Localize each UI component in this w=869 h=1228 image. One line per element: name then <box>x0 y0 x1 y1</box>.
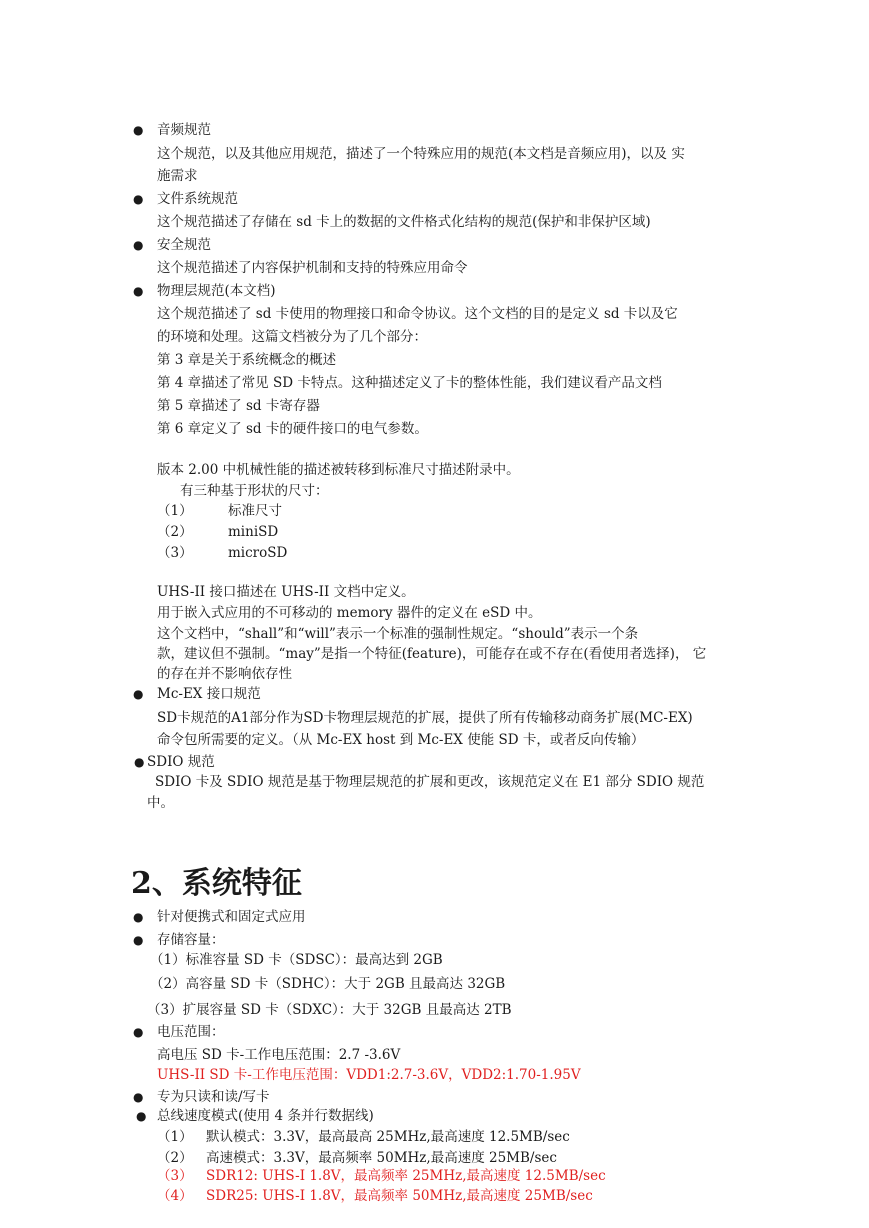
chapter-6: 第 6 章定义了 sd 卡的硬件接口的电气参数。 <box>157 421 428 437</box>
shapes-intro: 有三种基于形状的尺寸： <box>180 483 329 499</box>
shape-2-num: （2） <box>157 524 193 540</box>
voltage-high: 高电压 SD 卡-工作电压范围：2.7 -3.6V <box>157 1047 401 1063</box>
mcex-spec-desc-cont: 命令包所需要的定义。（从 Mc-EX host 到 Mc-EX 使能 SD 卡，或者反向传输） <box>157 732 645 748</box>
chapter-3: 第 3 章是关于系统概念的概述 <box>157 352 337 368</box>
esd-note: 用于嵌入式应用的不可移动的 memory 器件的定义在 eSD 中。 <box>157 605 542 621</box>
version-note: 版本 2.00 中机械性能的描述被转移到标准尺寸描述附录中。 <box>157 462 520 478</box>
bullet-icon: ● <box>133 192 144 206</box>
security-spec-desc: 这个规范描述了内容保护机制和支持的特殊应用命令 <box>157 260 468 276</box>
bullet-icon: ● <box>136 1109 147 1123</box>
physical-spec-title: 物理层规范(本文档) <box>157 283 276 299</box>
doc-convention-3: 的存在并不影响依存性 <box>157 666 292 682</box>
shape-1-num: （1） <box>157 503 193 519</box>
security-spec-title: 安全规范 <box>157 237 211 253</box>
bullet-icon: ● <box>133 1090 144 1104</box>
mcex-spec-title: Mc-EX 接口规范 <box>157 686 261 702</box>
section-heading: 2、系统特征 <box>131 866 302 901</box>
bullet-icon: ● <box>133 123 144 137</box>
mcex-spec-desc: SD卡规范的A1部分作为SD卡物理层规范的扩展，提供了所有传输移动商务扩展(MC-EX) <box>157 710 693 726</box>
mode-high-speed: 高速模式：3.3V，最高频率 50MHz,最高速度 25MB/sec <box>206 1150 557 1166</box>
fs-spec-desc: 这个规范描述了存储在 sd 卡上的数据的文件格式化结构的规范(保护和非保护区域) <box>157 214 651 230</box>
audio-spec-desc-cont: 施需求 <box>157 168 198 184</box>
mode-2-num: （2） <box>157 1150 193 1166</box>
bullet-icon: ● <box>134 755 145 769</box>
feature-read-write: 专为只读和读/写卡 <box>157 1089 270 1105</box>
capacity-sdhc: （2）高容量 SD 卡（SDHC）：大于 2GB 且最高达 32GB <box>150 976 506 992</box>
uhs-note: UHS-II 接口描述在 UHS-II 文档中定义。 <box>157 584 415 600</box>
mode-sdr25: SDR25: UHS-I 1.8V，最高频率 50MHz,最高速度 25MB/sec <box>206 1188 593 1204</box>
mode-3-num: （3） <box>157 1168 193 1184</box>
feature-bus-speed: 总线速度模式(使用 4 条并行数据线) <box>157 1108 374 1124</box>
physical-spec-desc: 这个规范描述了 sd 卡使用的物理接口和命令协议。这个文档的目的是定义 sd 卡以及它 <box>157 306 678 322</box>
bullet-icon: ● <box>133 284 144 298</box>
feature-applications: 针对便携式和固定式应用 <box>157 909 306 925</box>
audio-spec-title: 音频规范 <box>157 122 211 138</box>
chapter-5: 第 5 章描述了 sd 卡寄存器 <box>157 398 320 414</box>
sdio-spec-desc: SDIO 卡及 SDIO 规范是基于物理层规范的扩展和更改，该规范定义在 E1 部分 SDIO 规范 <box>155 774 705 790</box>
doc-convention-1: 这个文档中，“shall”和“will”表示一个标准的强制性规定。“should”表示一个条 <box>157 626 639 642</box>
bullet-icon: ● <box>133 933 144 947</box>
bullet-icon: ● <box>133 687 144 701</box>
bullet-icon: ● <box>133 910 144 924</box>
sdio-spec-desc-cont: 中。 <box>147 795 174 811</box>
feature-capacity: 存储容量： <box>157 932 225 948</box>
mode-1-num: （1） <box>157 1129 193 1145</box>
mode-default: 默认模式：3.3V，最高最高 25MHz,最高速度 12.5MB/sec <box>206 1129 570 1145</box>
mode-sdr12: SDR12: UHS-I 1.8V，最高频率 25MHz,最高速度 12.5MB/sec <box>206 1168 606 1184</box>
mode-4-num: （4） <box>157 1188 193 1204</box>
fs-spec-title: 文件系统规范 <box>157 191 238 207</box>
shape-3-num: （3） <box>157 545 193 561</box>
physical-spec-desc-cont: 的环境和处理。这篇文档被分为了几个部分： <box>157 329 427 345</box>
sdio-spec-title: SDIO 规范 <box>147 754 215 770</box>
feature-voltage: 电压范围： <box>157 1024 225 1040</box>
shape-3-text: microSD <box>228 545 288 561</box>
capacity-sdsc: （1）标准容量 SD 卡（SDSC）：最高达到 2GB <box>150 952 443 968</box>
capacity-sdxc: （3）扩展容量 SD 卡（SDXC）：大于 32GB 且最高达 2TB <box>147 1002 512 1018</box>
voltage-uhs-ii: UHS-II SD 卡-工作电压范围：VDD1:2.7-3.6V，VDD2:1.70-1.95V <box>157 1067 581 1083</box>
shape-2-text: miniSD <box>228 524 279 540</box>
bullet-icon: ● <box>133 238 144 252</box>
chapter-4: 第 4 章描述了常见 SD 卡特点。这种描述定义了卡的整体性能，我们建议看产品文档 <box>157 375 662 391</box>
audio-spec-desc: 这个规范，以及其他应用规范，描述了一个特殊应用的规范(本文档是音频应用)，以及 实 <box>157 146 685 162</box>
bullet-icon: ● <box>133 1025 144 1039</box>
doc-convention-2: 款，建议但不强制。“may”是指一个特征(feature)，可能存在或不存在(看使用者选择)， 它 <box>157 646 707 662</box>
shape-1-text: 标准尺寸 <box>228 503 282 519</box>
